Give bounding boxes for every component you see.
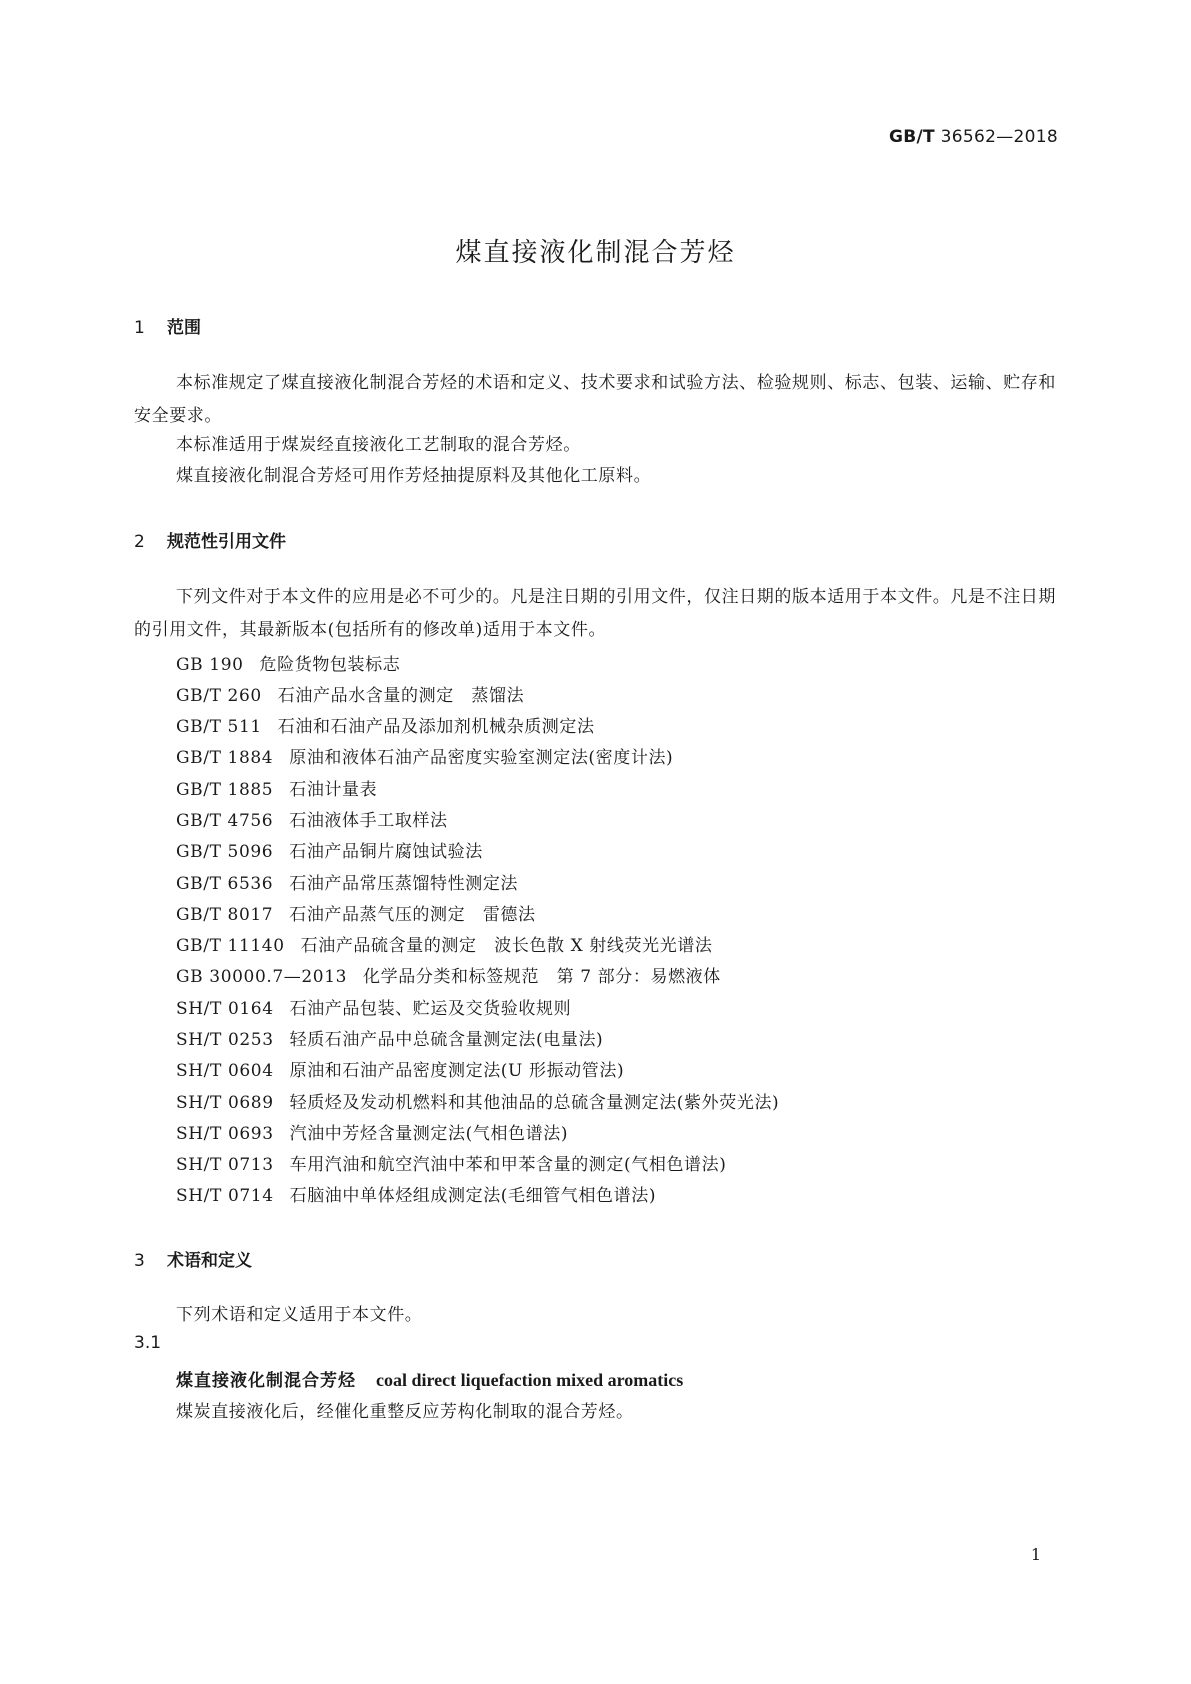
reference-title: 石油产品硫含量的测定 波长色散 X 射线荧光光谱法: [300, 936, 713, 956]
section-2-heading: [134, 527, 286, 552]
section-title: 规范性引用文件: [167, 532, 286, 552]
term-definition: 煤炭直接液化后，经催化重整反应芳构化制取的混合芳烃。: [176, 1402, 634, 1422]
reference-item: [176, 900, 536, 925]
reference-code: GB/T 511: [176, 717, 262, 737]
reference-item: [176, 1056, 624, 1081]
reference-item: [176, 775, 377, 800]
reference-title: 化学品分类和标签规范 第 7 部分：易燃液体: [363, 967, 721, 987]
section-number: 2: [134, 532, 145, 552]
reference-code: SH/T 0714: [176, 1186, 274, 1206]
term-number: 3.1: [134, 1333, 162, 1353]
reference-title: 石油计量表: [289, 780, 378, 800]
reference-title: 石油和石油产品及添加剂机械杂质测定法: [277, 717, 595, 737]
reference-code: GB 190: [176, 655, 244, 675]
reference-item: [176, 869, 518, 894]
standard-code-prefix: GB/T: [889, 127, 935, 147]
reference-code: GB/T 4756: [176, 811, 274, 831]
reference-code: GB 30000.7—2013: [176, 967, 348, 987]
paragraph: 本标准适用于煤炭经直接液化工艺制取的混合芳烃。: [176, 435, 581, 455]
reference-title: 石油产品铜片腐蚀试验法: [289, 842, 483, 862]
reference-item: [176, 962, 721, 987]
term-english: coal direct liquefaction mixed aromatics: [376, 1370, 684, 1390]
reference-title: 原油和液体石油产品密度实验室测定法(密度计法): [289, 748, 674, 768]
page-number: 1: [1030, 1545, 1041, 1564]
reference-code: SH/T 0164: [176, 999, 274, 1019]
document-title: 煤直接液化制混合芳烃: [455, 238, 736, 268]
section-title: 术语和定义: [167, 1251, 252, 1271]
reference-code: SH/T 0253: [176, 1030, 274, 1050]
reference-code: GB/T 5096: [176, 842, 274, 862]
reference-item: [176, 1150, 726, 1175]
paragraph: 煤直接液化制混合芳烃可用作芳烃抽提原料及其他化工原料。: [176, 466, 652, 486]
paragraph: 本标准规定了煤直接液化制混合芳烃的术语和定义、技术要求和试验方法、检验规则、标志、包装、运输、贮存和安全要求。: [134, 373, 1056, 426]
reference-item: [176, 743, 673, 768]
reference-title: 车用汽油和航空汽油中苯和甲苯含量的测定(气相色谱法): [289, 1155, 727, 1175]
standard-code-number: 36562—2018: [940, 127, 1058, 147]
paragraph: 下列文件对于本文件的应用是必不可少的。凡是注日期的引用文件，仅注日期的版本适用于本文件。凡是不注日期的引用文件，其最新版本(包括所有的修改单)适用于本文件。: [134, 587, 1056, 640]
reference-title: 汽油中芳烃含量测定法(气相色谱法): [289, 1124, 569, 1144]
reference-item: [176, 1181, 656, 1206]
reference-item: [176, 931, 713, 956]
reference-code: GB/T 8017: [176, 905, 274, 925]
paragraph: 下列术语和定义适用于本文件。: [176, 1305, 423, 1325]
reference-title: 轻质烃及发动机燃料和其他油品的总硫含量测定法(紫外荧光法): [289, 1093, 780, 1113]
reference-title: 石油产品水含量的测定 蒸馏法: [277, 686, 525, 706]
standard-code: [889, 127, 1058, 147]
reference-title: 石油液体手工取样法: [289, 811, 448, 831]
reference-title: 轻质石油产品中总硫含量测定法(电量法): [289, 1030, 604, 1050]
reference-code: GB/T 1884: [176, 748, 274, 768]
reference-item: [176, 994, 571, 1019]
reference-code: GB/T 1885: [176, 780, 274, 800]
reference-title: 石脑油中单体烃组成测定法(毛细管气相色谱法): [289, 1186, 657, 1206]
reference-item: [176, 712, 595, 737]
reference-item: [176, 806, 448, 831]
reference-title: 原油和石油产品密度测定法(U 形振动管法): [289, 1061, 625, 1081]
reference-item: [176, 1025, 603, 1050]
section-title: 范围: [167, 318, 201, 338]
reference-item: [176, 1119, 568, 1144]
reference-code: GB/T 11140: [176, 936, 285, 956]
term-entry: [176, 1366, 683, 1391]
reference-item: [176, 837, 483, 862]
section-1-heading: [134, 313, 201, 338]
reference-title: 石油产品常压蒸馏特性测定法: [289, 874, 519, 894]
reference-item: [176, 650, 400, 675]
reference-code: SH/T 0693: [176, 1124, 274, 1144]
term-chinese: 煤直接液化制混合芳烃: [176, 1371, 356, 1391]
section-number: 1: [134, 318, 145, 338]
reference-code: SH/T 0604: [176, 1061, 274, 1081]
reference-item: [176, 681, 524, 706]
reference-title: 石油产品包装、贮运及交货验收规则: [289, 999, 572, 1019]
reference-code: GB/T 6536: [176, 874, 274, 894]
reference-code: SH/T 0689: [176, 1093, 274, 1113]
section-number: 3: [134, 1251, 145, 1271]
section-3-heading: [134, 1246, 252, 1271]
reference-item: [176, 1088, 779, 1113]
reference-title: 危险货物包装标志: [259, 655, 401, 675]
reference-title: 石油产品蒸气压的测定 雷德法: [289, 905, 536, 925]
reference-code: GB/T 260: [176, 686, 262, 706]
reference-code: SH/T 0713: [176, 1155, 274, 1175]
